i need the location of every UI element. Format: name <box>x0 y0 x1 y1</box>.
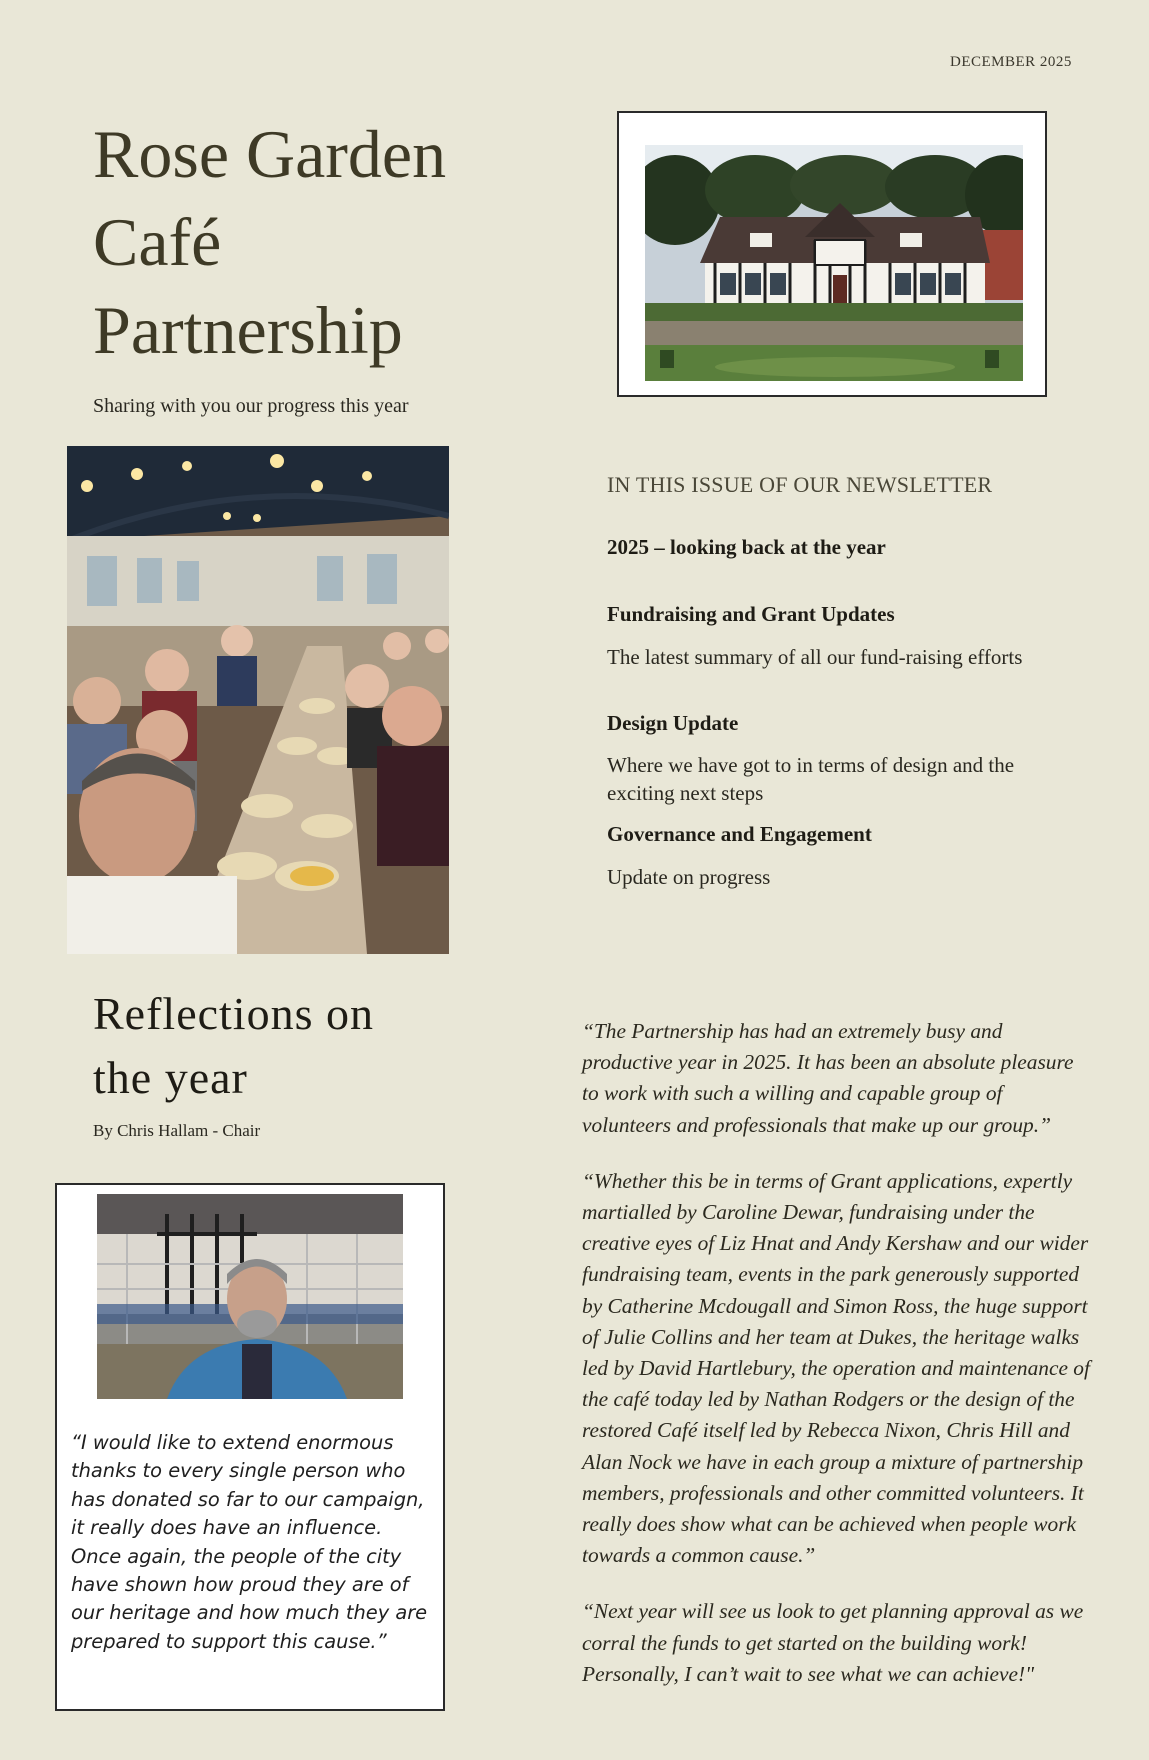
chair-quote-text: “I would like to extend enormous thanks to every single person who has donated so far to our campaign, it really does have an influence. Once again, the people of the city have shown how proud they are of our heritage and how much they are prepared to support this cause.” <box>71 1431 428 1653</box>
newsletter-subtitle: Sharing with you our progress this year <box>93 395 409 417</box>
issue-date: DECEMBER 2025 <box>950 54 1072 70</box>
contents-item-desc: The latest summary of all our fund-raising efforts <box>607 645 1023 669</box>
title-line-1: Rose Garden <box>93 116 447 192</box>
reflection-paragraph: “Whether this be in terms of Grant applications, expertly martialled by Caroline Dewar, fundraising under the creative eyes of Liz Hnat and Andy Kershaw and our wider fundraising team, events in the park generously supported by Catherine Mcdougall and Simon Ross, the huge support of Julie Collins and her team at Dukes, the heritage walks led by David Hartlebury, the operation and maintenance of the café today led by Nathan Rodgers or the design of the restored Café itself led by Rebecca Nixon, Chris Hill and Alan Nock we have in each group a mixture of partnership members, professionals and other committed volunteers. It really does show what can be achieved when people work towards a common cause.” <box>582 1168 1090 1568</box>
title-line-2: Café <box>93 204 222 280</box>
newsletter-title <box>93 110 563 374</box>
contents-item-desc: Update on progress <box>607 865 771 889</box>
group-meal-photo <box>67 446 449 954</box>
contents-item-desc: Where we have got to in terms of design and the exciting next steps <box>607 753 1015 805</box>
byline: By Chris Hallam - Chair <box>93 1121 261 1140</box>
reflection-paragraph: “The Partnership has had an extremely busy and productive year in 2025. It has been an absolute pleasure to work with such a willing and capable group of volunteers and professionals that make up our group.” <box>582 1019 1074 1137</box>
chair-reflections-quotes <box>582 1016 1092 1715</box>
contents-item-title: 2025 – looking back at the year <box>607 535 886 559</box>
contents-item-title: Governance and Engagement <box>607 822 872 846</box>
cafe-photo-frame <box>617 111 1047 397</box>
reflection-paragraph: “Next year will see us look to get planning approval as we corral the funds to get started on the building work! Personally, I can’t wait to see what we can achieve!" <box>582 1599 1084 1686</box>
chair-quote-box <box>55 1183 445 1711</box>
chair-portrait-photo <box>97 1194 403 1399</box>
contents-item-title: Fundraising and Grant Updates <box>607 602 895 626</box>
cafe-building-photo <box>645 145 1023 381</box>
reflections-heading-line-2: the year <box>93 1052 248 1103</box>
reflections-heading-line-1: Reflections on <box>93 988 374 1039</box>
contents-item-title: Design Update <box>607 711 739 735</box>
title-line-3: Partnership <box>93 292 403 368</box>
reflections-heading <box>93 982 513 1110</box>
contents-heading: IN THIS ISSUE OF OUR NEWSLETTER <box>607 472 993 497</box>
